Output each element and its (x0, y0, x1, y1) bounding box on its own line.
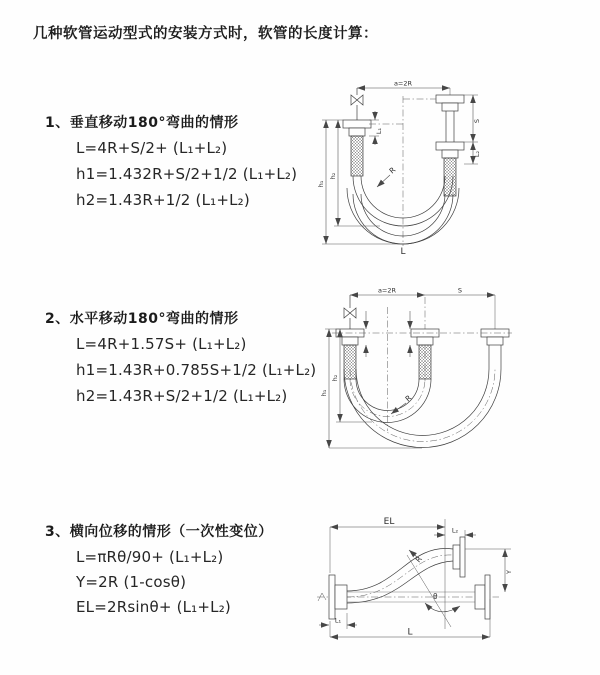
left-flange (329, 575, 347, 619)
hose-curves (344, 369, 501, 448)
dim-h2-label: h₂ (331, 374, 339, 382)
dim-L1-label: L₁ (334, 616, 342, 625)
section3-formula-L: L=πRθ/90+ (L₁+L₂) (76, 548, 224, 566)
dim-L2-label: L₂ (473, 150, 481, 158)
dim-a2R-label: a=2R (393, 79, 413, 88)
section2-formula-L: L=4R+1.57S+ (L₁+L₂) (76, 335, 247, 353)
dim-a2R-label: a=2R (377, 286, 397, 295)
angle-theta-label: θ (433, 592, 438, 601)
left-flange (343, 120, 371, 136)
right-braid-section (444, 158, 456, 196)
section2-formula-h1: h1=1.43R+0.785S+1/2 (L₁+L₂) (76, 361, 317, 379)
section3-formula-EL: EL=2Rsinθ+ (L₁+L₂) (76, 598, 231, 616)
dim-h1-label: h₁ (320, 389, 328, 397)
dim-a2R (350, 287, 425, 296)
middle-flange (411, 329, 439, 345)
right-flange-moved (481, 329, 509, 345)
radius-callout (377, 165, 397, 187)
diagram-lateral-displacement (313, 503, 598, 658)
dim-S (464, 95, 481, 142)
upper-flange-displaced (453, 537, 465, 577)
valve-icon (351, 88, 363, 120)
dim-h2-label: h₂ (329, 172, 337, 180)
valve-icon (344, 295, 356, 329)
section2-heading: 2、水平移动180°弯曲的情形 (45, 311, 239, 327)
dim-EL (330, 517, 445, 573)
dim-S-label: S (473, 118, 481, 124)
dim-S-label: S (457, 286, 463, 295)
diagram-vertical-180-bend (312, 76, 574, 258)
radius-callout (391, 393, 413, 414)
dim-a2R (357, 80, 450, 96)
right-flange-lower (436, 142, 464, 158)
dim-S (425, 287, 495, 330)
dim-h1 (320, 329, 422, 448)
section3-heading: 3、横向位移的情形（一次性变位） (45, 524, 273, 540)
section3-formula-Y: Y=2R (1-cosθ) (76, 573, 187, 591)
dim-L2 (434, 527, 476, 541)
section1-heading: 1、垂直移动180°弯曲的情形 (45, 115, 239, 131)
dim-Y-label: Y (505, 570, 513, 574)
dim-L2-label: L₂ (451, 526, 459, 535)
middle-braid-section (419, 345, 431, 379)
section2-formula-h2: h2=1.43R+S/2+1/2 (L₁+L₂) (76, 387, 288, 405)
radius-label: R (387, 165, 398, 176)
dim-h1-label: h₁ (317, 180, 325, 188)
dim-L (330, 599, 490, 638)
dim-L1 (319, 613, 357, 629)
length-label: L (400, 247, 406, 257)
dim-L1-label: L₁ (375, 127, 383, 135)
radius-label: R (413, 554, 424, 565)
section1-formula-h2: h2=1.43R+1/2 (L₁+L₂) (76, 191, 250, 209)
dim-L2 (464, 142, 481, 164)
dim-EL-label: EL (383, 517, 395, 527)
flange-length-arrows (366, 311, 410, 357)
radius-label: R (403, 393, 414, 404)
section1-formula-h1: h1=1.432R+S/2+1/2 (L₁+L₂) (76, 165, 298, 183)
page-title: 几种软管运动型式的安装方式时，软管的长度计算： (33, 26, 378, 42)
dim-L-label: L (407, 627, 413, 638)
left-braid-section (351, 136, 363, 176)
diagram-horizontal-180-bend (320, 283, 520, 467)
section1-formula-L: L=4R+S/2+ (L₁+L₂) (76, 139, 228, 157)
right-flange-upper (436, 95, 464, 111)
